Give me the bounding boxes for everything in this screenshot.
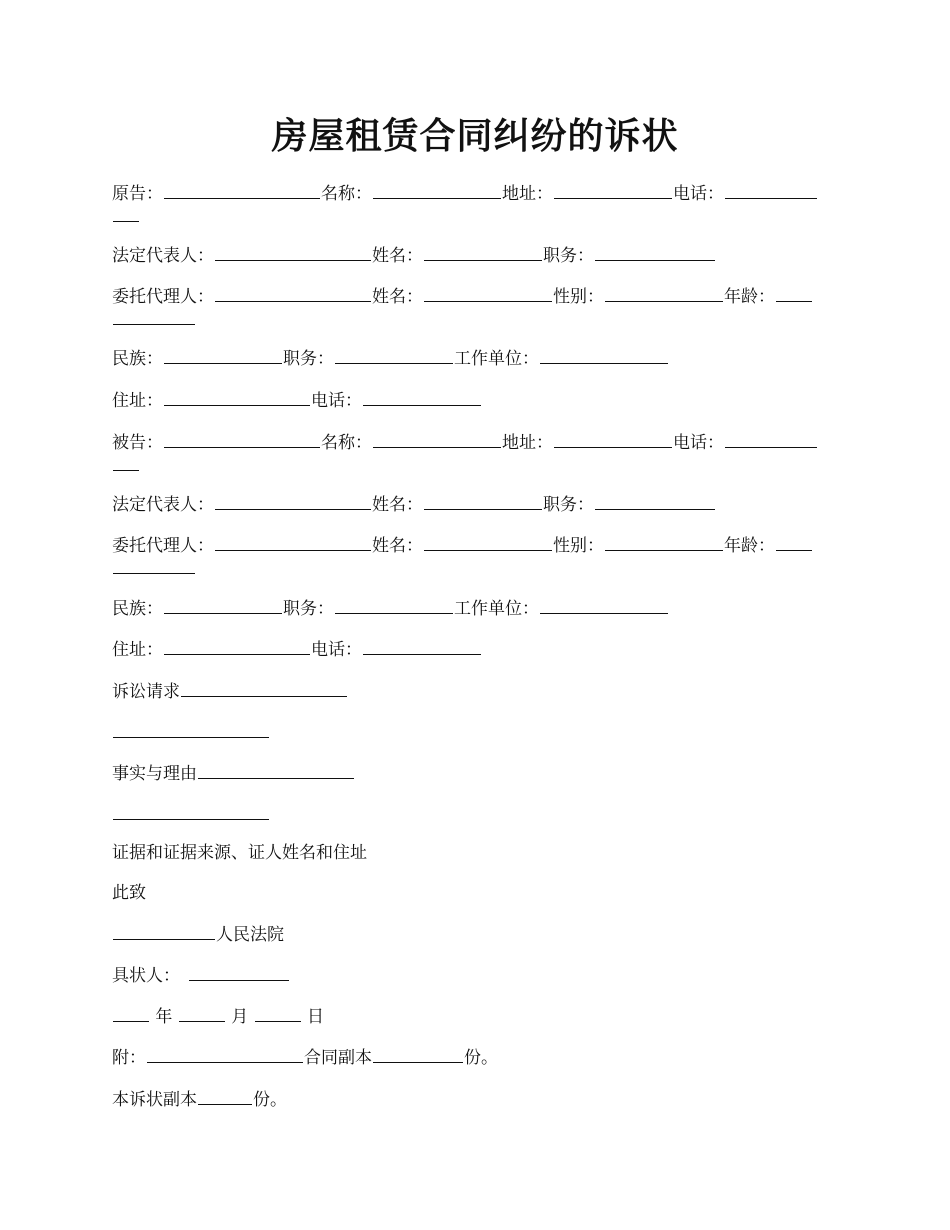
- attach-label: 附：: [112, 1048, 146, 1068]
- evidence-line: [112, 842, 842, 864]
- signer-label: 具状人：: [112, 966, 180, 986]
- plaintiff-address-blank[interactable]: [554, 181, 672, 199]
- defendant-ethnicity-label: 民族：: [112, 599, 163, 619]
- facts-line: [112, 761, 842, 785]
- plaintiff-label: 原告：: [112, 184, 163, 204]
- defendant-work-unit-label: 工作单位：: [454, 599, 539, 619]
- year-blank[interactable]: [113, 1004, 149, 1022]
- plaintiff-agent-line: [112, 284, 842, 308]
- plaintiff-name-blank[interactable]: [373, 181, 501, 199]
- plaintiff-agent-line-wrap: [112, 307, 842, 331]
- plaintiff-residence-phone-label: 电话：: [311, 391, 362, 411]
- defendant-agent-name-label: 姓名：: [372, 536, 423, 556]
- attach-blank[interactable]: [147, 1045, 303, 1063]
- defendant-agent-position-label: 职务：: [283, 599, 334, 619]
- plaintiff-age-blank-cont[interactable]: [113, 307, 195, 325]
- defendant-legal-rep-blank[interactable]: [215, 492, 371, 510]
- plaintiff-age-label: 年龄：: [724, 287, 775, 307]
- defendant-gender-label: 性别：: [553, 536, 604, 556]
- defendant-address-blank[interactable]: [554, 430, 672, 448]
- plaintiff-gender-label: 性别：: [553, 287, 604, 307]
- plaintiff-ethnicity-blank[interactable]: [164, 346, 282, 364]
- complaint-copy-line: [112, 1087, 842, 1111]
- attach-line: [112, 1045, 842, 1069]
- court-line: [112, 922, 842, 946]
- plaintiff-residence-phone-blank[interactable]: [363, 388, 481, 406]
- facts-extra-blank[interactable]: [113, 802, 269, 820]
- defendant-agent-name-blank[interactable]: [424, 533, 552, 551]
- evidence-label: 证据和证据来源、证人姓名和住址: [112, 843, 367, 863]
- defendant-agent-label: 委托代理人：: [112, 536, 214, 556]
- defendant-agent-line: [112, 533, 842, 557]
- plaintiff-position-label: 职务：: [543, 246, 594, 266]
- plaintiff-line: [112, 181, 842, 205]
- plaintiff-address-label: 地址：: [502, 184, 553, 204]
- plaintiff-work-unit-label: 工作单位：: [454, 349, 539, 369]
- defendant-ethnicity-line: [112, 596, 842, 620]
- plaintiff-residence-label: 住址：: [112, 391, 163, 411]
- contract-copy-count-blank[interactable]: [373, 1045, 463, 1063]
- year-label: 年: [155, 1007, 173, 1027]
- plaintiff-legal-rep-label: 法定代表人：: [112, 246, 214, 266]
- contract-copy-unit: 份。: [464, 1048, 498, 1068]
- plaintiff-legal-rep-blank[interactable]: [215, 243, 371, 261]
- plaintiff-agent-blank[interactable]: [215, 284, 371, 302]
- facts-blank[interactable]: [198, 761, 354, 779]
- plaintiff-rep-name-blank[interactable]: [424, 243, 542, 261]
- defendant-rep-name-blank[interactable]: [424, 492, 542, 510]
- defendant-gender-blank[interactable]: [605, 533, 723, 551]
- defendant-name-label: 名称：: [321, 433, 372, 453]
- defendant-ethnicity-blank[interactable]: [164, 596, 282, 614]
- closing-line: [112, 882, 842, 904]
- plaintiff-phone-label: 电话：: [673, 184, 724, 204]
- plaintiff-phone-blank[interactable]: [725, 181, 817, 199]
- defendant-line-wrap: [112, 453, 842, 477]
- plaintiff-phone-blank-cont[interactable]: [113, 204, 139, 222]
- closing-label: 此致: [112, 883, 146, 903]
- plaintiff-agent-position-label: 职务：: [283, 349, 334, 369]
- plaintiff-age-blank[interactable]: [776, 284, 812, 302]
- claims-line: [112, 679, 842, 703]
- day-blank[interactable]: [255, 1004, 301, 1022]
- claims-blank-line: [112, 720, 842, 744]
- plaintiff-legal-rep-line: [112, 243, 842, 267]
- defendant-rep-name-label: 姓名：: [372, 495, 423, 515]
- defendant-address-label: 地址：: [502, 433, 553, 453]
- court-label: 人民法院: [216, 925, 284, 945]
- plaintiff-ethnicity-label: 民族：: [112, 349, 163, 369]
- complaint-copy-count-blank[interactable]: [198, 1087, 252, 1105]
- day-label: 日: [307, 1007, 325, 1027]
- defendant-position-blank[interactable]: [595, 492, 715, 510]
- plaintiff-work-unit-blank[interactable]: [540, 346, 668, 364]
- plaintiff-residence-line: [112, 388, 842, 412]
- plaintiff-blank[interactable]: [164, 181, 320, 199]
- defendant-age-blank-cont[interactable]: [113, 556, 195, 574]
- defendant-phone-blank[interactable]: [725, 430, 817, 448]
- defendant-residence-phone-blank[interactable]: [363, 637, 481, 655]
- defendant-line: [112, 430, 842, 454]
- defendant-name-blank[interactable]: [373, 430, 501, 448]
- plaintiff-rep-name-label: 姓名：: [372, 246, 423, 266]
- signer-line: [112, 963, 842, 987]
- defendant-residence-label: 住址：: [112, 640, 163, 660]
- plaintiff-agent-name-label: 姓名：: [372, 287, 423, 307]
- plaintiff-gender-blank[interactable]: [605, 284, 723, 302]
- defendant-residence-blank[interactable]: [164, 637, 310, 655]
- court-blank[interactable]: [113, 922, 215, 940]
- defendant-legal-rep-label: 法定代表人：: [112, 495, 214, 515]
- claims-blank[interactable]: [181, 679, 347, 697]
- defendant-residence-line: [112, 637, 842, 661]
- plaintiff-ethnicity-line: [112, 346, 842, 370]
- month-blank[interactable]: [179, 1004, 225, 1022]
- defendant-agent-line-wrap: [112, 556, 842, 580]
- plaintiff-position-blank[interactable]: [595, 243, 715, 261]
- defendant-position-label: 职务：: [543, 495, 594, 515]
- defendant-agent-position-blank[interactable]: [335, 596, 453, 614]
- document-title: 房屋租赁合同纠纷的诉状: [271, 115, 679, 157]
- contract-copy-label: 合同副本: [304, 1048, 372, 1068]
- defendant-residence-phone-label: 电话：: [311, 640, 362, 660]
- defendant-age-blank[interactable]: [776, 533, 812, 551]
- signer-blank[interactable]: [189, 963, 289, 981]
- defendant-age-label: 年龄：: [724, 536, 775, 556]
- defendant-work-unit-blank[interactable]: [540, 596, 668, 614]
- defendant-agent-blank[interactable]: [215, 533, 371, 551]
- plaintiff-agent-name-blank[interactable]: [424, 284, 552, 302]
- plaintiff-residence-blank[interactable]: [164, 388, 310, 406]
- claims-extra-blank[interactable]: [113, 720, 269, 738]
- complaint-copy-label: 本诉状副本: [112, 1090, 197, 1110]
- plaintiff-agent-label: 委托代理人：: [112, 287, 214, 307]
- claims-label: 诉讼请求: [112, 682, 180, 702]
- defendant-blank[interactable]: [164, 430, 320, 448]
- defendant-phone-blank-cont[interactable]: [113, 453, 139, 471]
- facts-blank-line: [112, 802, 842, 826]
- defendant-phone-label: 电话：: [673, 433, 724, 453]
- plaintiff-line-wrap: [112, 204, 842, 228]
- date-line: [112, 1004, 842, 1028]
- plaintiff-agent-position-blank[interactable]: [335, 346, 453, 364]
- plaintiff-name-label: 名称：: [321, 184, 372, 204]
- month-label: 月: [231, 1007, 249, 1027]
- defendant-label: 被告：: [112, 433, 163, 453]
- complaint-copy-unit: 份。: [253, 1090, 287, 1110]
- facts-label: 事实与理由: [112, 764, 197, 784]
- defendant-legal-rep-line: [112, 492, 842, 516]
